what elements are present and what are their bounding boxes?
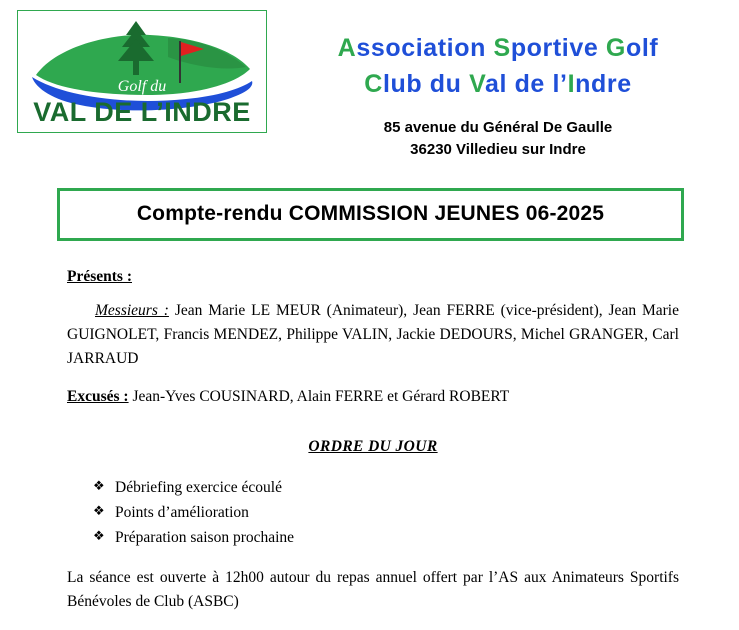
- document-body: [67, 265, 679, 614]
- excused-paragraph: [67, 385, 679, 409]
- attendees-label: Présents :: [67, 267, 132, 285]
- logo-artwork: [18, 11, 266, 132]
- address-line-2: 36230 Villedieu sur Indre: [410, 141, 586, 158]
- list-item: ❖ Débriefing exercice écoulé: [93, 475, 679, 500]
- club-title-line1: Association Sportive Golf: [337, 34, 659, 62]
- logo-name-text: VAL DE L’INDRE: [33, 97, 251, 127]
- messieurs-names: Jean Marie LE MEUR (Animateur), Jean FERRE (vice-président), Jean Marie GUIGNOLET, Francis MENDEZ, Philippe VALIN, Jackie DEDOURS, Michel GRANGER, Carl JARRAUD: [67, 301, 679, 367]
- list-item: ❖ Points d’amélioration: [93, 500, 679, 525]
- list-item: ❖ Préparation saison prochaine: [93, 525, 679, 550]
- agenda-heading: ORDRE DU JOUR: [308, 437, 438, 455]
- attendees-heading: [67, 265, 679, 289]
- report-title-banner: [57, 188, 684, 241]
- excused-names: Jean-Yves COUSINARD, Alain FERRE et Gérard ROBERT: [128, 387, 510, 405]
- document-header: [0, 0, 739, 162]
- club-title-line2: Club du Val de l’Indre: [364, 70, 632, 99]
- address-line-1: 85 avenue du Général De Gaulle: [383, 118, 613, 136]
- excused-label: Excusés :: [67, 387, 129, 405]
- attendees-paragraph: [67, 299, 679, 371]
- agenda-list: [67, 475, 679, 550]
- opening-paragraph: La séance est ouverte à 12h00 autour du repas annuel offert par l’AS aux Animateurs Sportifs Bénévoles de Club (ASBC): [67, 568, 679, 610]
- logo-script-text: Golf du: [117, 78, 167, 95]
- messieurs-label: Messieurs :: [95, 301, 169, 319]
- report-title: Compte-rendu COMMISSION JEUNES 06-2025: [136, 201, 605, 225]
- header-title-block: [267, 10, 739, 162]
- club-logo: [17, 10, 267, 133]
- club-address: [267, 117, 729, 162]
